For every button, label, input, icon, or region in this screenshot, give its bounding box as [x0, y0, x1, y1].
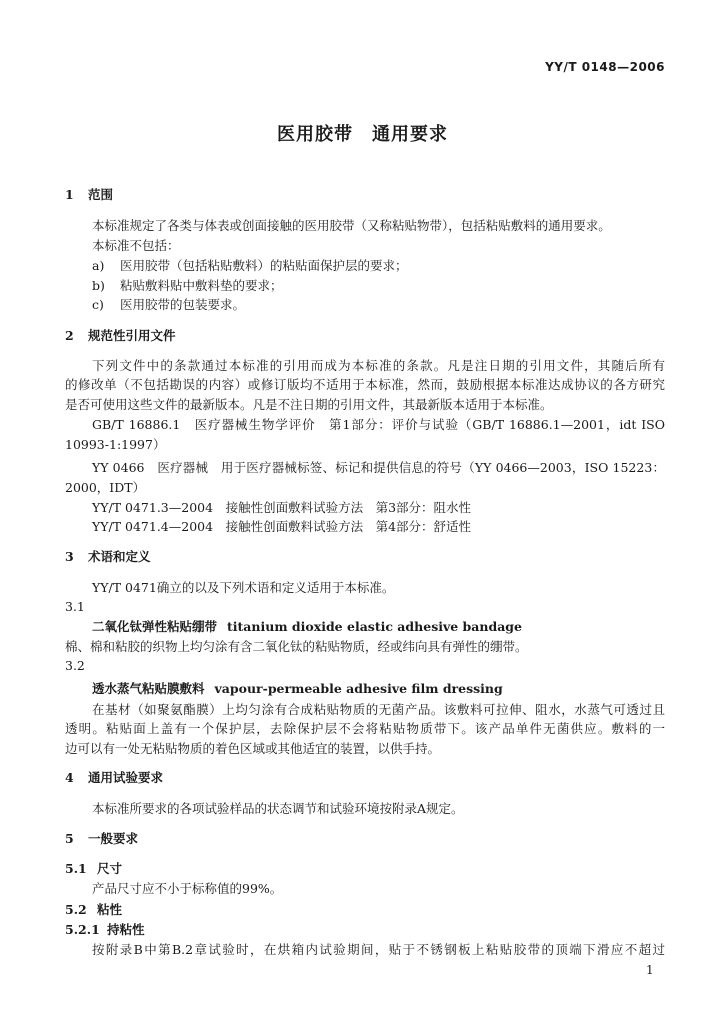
- term-chinese: 透水蒸气粘贴膜敷料: [92, 681, 205, 696]
- document-title: 医用胶带 通用要求: [277, 124, 448, 145]
- subsection-title: 持粘性: [107, 922, 145, 937]
- paragraph-line: 的修改单（不包括勘误的内容）或修订版均不适用于本标准，然而，鼓励根据本标准达成协议的各方研究: [65, 377, 665, 392]
- section-title: 通用试验要求: [88, 770, 164, 785]
- reference-entry: YY/T 0471.3—2004 接触性创面敷料试验方法 第3部分：阻水性: [92, 500, 472, 515]
- section-number: 2: [65, 328, 74, 343]
- term-chinese: 二氧化钛弹性粘贴绷带: [92, 619, 218, 634]
- exclusions-intro: 本标准不包括：: [92, 238, 180, 253]
- page-number: 1: [646, 963, 654, 977]
- reference-entry: GB/T 16886.1 医疗器械生物学评价 第1部分：评价与试验（GB/T 16886.1—2001，idt ISO: [92, 417, 665, 432]
- term-number: 3.2: [65, 658, 85, 673]
- reference-entry: YY 0466 医疗器械 用于医疗器械标签、标记和提供信息的符号（YY 0466—2003，ISO 15223：: [92, 460, 665, 475]
- section-number: 1: [65, 187, 74, 202]
- paragraph-line: 产品尺寸应不小于标称值的99%。: [92, 881, 283, 896]
- term-definition: 在基材（如聚氨酯膜）上均匀涂有合成粘贴物质的无菌产品。该敷料可拉伸、阻水，水蒸气可透过且: [92, 702, 665, 717]
- term-english: titanium dioxide elastic adhesive bandage: [227, 619, 523, 634]
- section-title: 一般要求: [88, 831, 139, 846]
- list-item-text: 医用胶带（包括粘贴敷料）的粘贴面保护层的要求；: [120, 258, 408, 273]
- list-item-text: 医用胶带的包装要求。: [120, 297, 246, 312]
- list-item-label: a): [92, 258, 105, 273]
- section-number: 3: [65, 549, 74, 564]
- paragraph-line: 下列文件中的条款通过本标准的引用而成为本标准的条款。凡是注日期的引用文件，其随后所有: [92, 358, 665, 373]
- term-number: 3.1: [65, 599, 85, 614]
- paragraph-line: 按附录B中第B.2章试验时，在烘箱内试验期间，贴于不锈钢板上粘贴胶带的顶端下滑应不超过: [92, 942, 665, 957]
- section-title: 术语和定义: [88, 549, 151, 564]
- section-title: 范围: [88, 187, 114, 202]
- section-number: 5: [65, 831, 74, 846]
- reference-entry-continued: 2000，IDT）: [65, 480, 146, 495]
- standard-code: YY/T 0148—2006: [545, 60, 665, 74]
- paragraph-line: 本标准所要求的各项试验样品的状态调节和试验环境按附录A规定。: [92, 801, 464, 816]
- paragraph-line: 是否可使用这些文件的最新版本。凡是不注日期的引用文件，其最新版本适用于本标准。: [65, 397, 553, 412]
- list-item-label: c): [92, 297, 104, 312]
- subsection-title: 尺寸: [97, 861, 123, 876]
- subsection-number: 5.2: [65, 902, 87, 917]
- terms-intro: YY/T 0471确立的以及下列术语和定义适用于本标准。: [92, 580, 395, 595]
- list-item-text: 粘贴敷料贴中敷料垫的要求；: [120, 278, 283, 293]
- list-item-label: b): [92, 278, 105, 293]
- term-definition: 棉、棉和粘胶的织物上均匀涂有含二氧化钛的粘贴物质，经或纬向具有弹性的绷带。: [65, 639, 528, 654]
- term-definition: 透明。粘贴面上盖有一个保护层，去除保护层不会将粘贴物质带下。该产品单件无菌供应。敷料的一: [65, 721, 665, 736]
- subsection-title: 粘性: [97, 902, 123, 917]
- term-definition: 边可以有一处无粘贴物质的着色区域或其他适宜的装置，以供手持。: [65, 741, 441, 756]
- section-number: 4: [65, 770, 74, 785]
- subsection-number: 5.2.1: [65, 922, 100, 937]
- term-heading: [92, 619, 522, 635]
- term-heading: [92, 681, 503, 697]
- term-english: vapour-permeable adhesive film dressing: [214, 681, 503, 696]
- subsection-number: 5.1: [65, 861, 87, 876]
- section-title: 规范性引用文件: [88, 328, 176, 343]
- reference-entry: YY/T 0471.4—2004 接触性创面敷料试验方法 第4部分：舒适性: [92, 519, 472, 534]
- reference-entry-continued: 10993-1:1997）: [65, 437, 166, 452]
- scope-paragraph: 本标准规定了各类与体表或创面接触的医用胶带（又称粘贴物带），包括粘贴敷料的通用要求。: [92, 218, 611, 233]
